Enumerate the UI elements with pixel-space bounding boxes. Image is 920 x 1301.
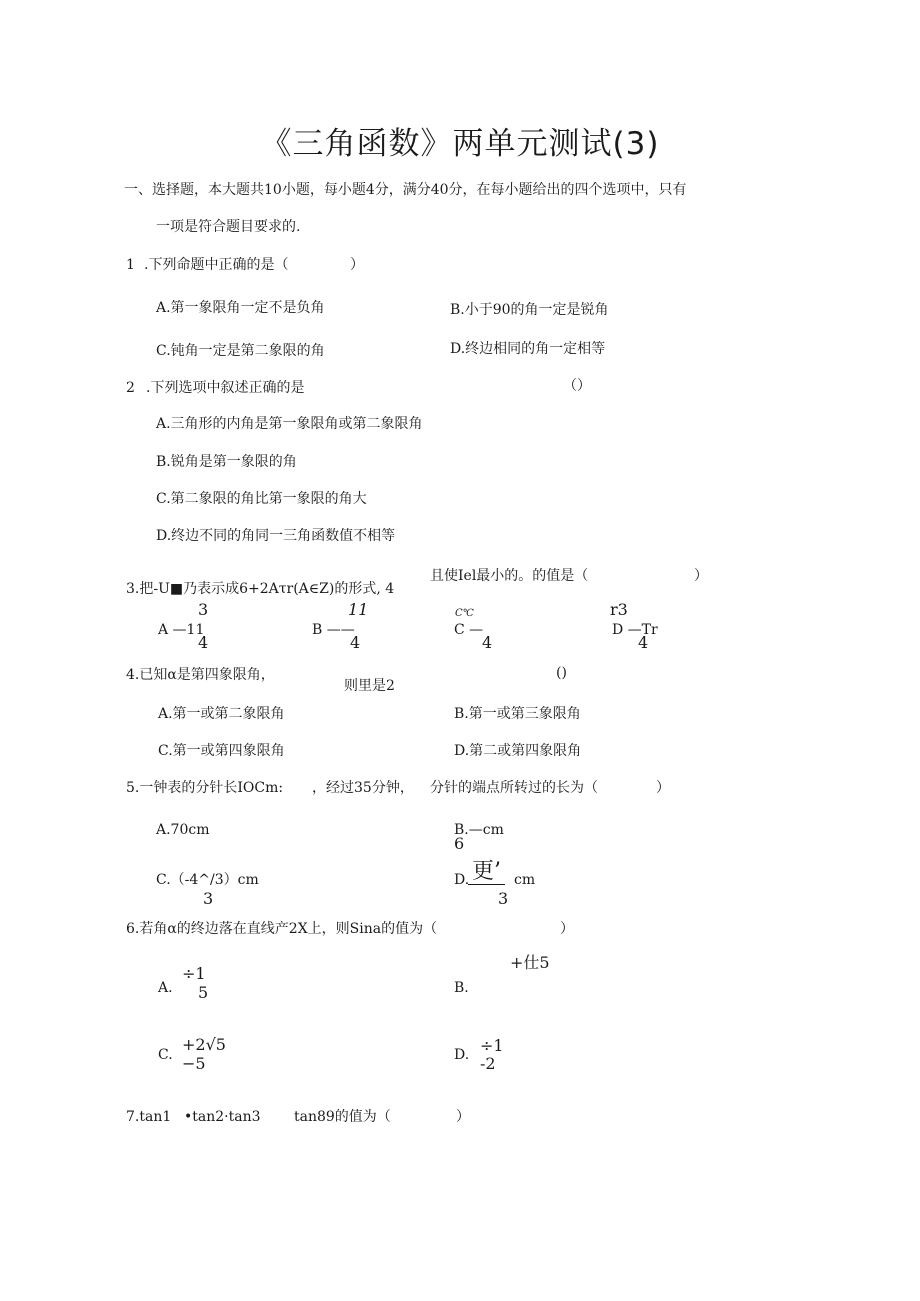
page-title: 《三角函数》两单元测试(3) — [260, 126, 660, 162]
q4-expression: 则里是2 — [344, 678, 395, 694]
q3-stem: 3.把-U■乃表示成6+2Aτr(A∈Z)的形式, 4 — [126, 581, 395, 597]
q5-option-d-label: D. — [454, 872, 470, 888]
q6-option-a-denominator: 5 — [198, 983, 209, 1002]
q2-number: 2 — [126, 380, 135, 396]
q5-option-c: C.（-4^/3）cm — [156, 872, 259, 888]
q5-option-d-denominator: 3 — [498, 889, 509, 908]
q6-option-d-label: D. — [454, 1047, 470, 1063]
q5-option-a: A.70cm — [156, 822, 210, 838]
q4-option-d: D.第二或第四象限角 — [454, 743, 582, 759]
q5-option-c-denominator: 3 — [203, 889, 214, 908]
q5-option-b-denominator: 6 — [454, 834, 465, 853]
q3-option-d: D —Tr — [612, 622, 658, 634]
q6-option-a-label: A. — [158, 980, 173, 996]
q3-option-b-numerator: 11 — [348, 600, 369, 619]
q1-stem: .下列命题中正确的是（ — [144, 257, 289, 273]
q1-option-a: A.第一象限角一定不是负角 — [156, 300, 325, 316]
q1-number: 1 — [126, 257, 135, 273]
q2-paren: （） — [563, 378, 591, 394]
q3-option-c-numerator: C℃ — [455, 608, 474, 619]
q1-option-c: C.钝角一定是第二象限的角 — [156, 343, 325, 359]
q6-option-c-numerator: +2√5 — [182, 1035, 226, 1054]
q5-option-b: B.—cm — [454, 822, 504, 838]
q2-stem: .下列选项中叙述正确的是 — [146, 380, 305, 396]
q4-paren: () — [556, 665, 567, 681]
q6-option-c-denominator: −5 — [182, 1054, 206, 1073]
q7-paren-close: ） — [456, 1109, 470, 1125]
q3-paren-close: ） — [694, 568, 708, 584]
q4-option-a: A.第一或第二象限角 — [158, 706, 285, 722]
q3-option-c: C — — [454, 622, 484, 634]
q6-option-d-denominator: -2 — [480, 1054, 496, 1073]
q3-option-d-denominator: 4 — [638, 633, 649, 652]
q4-option-b: B.第一或第三象限角 — [454, 706, 581, 722]
q4-stem: 4.已知α是第四象限角， — [126, 667, 275, 683]
q2-option-a: A.三角形的内角是第一象限角或第二象限角 — [156, 416, 423, 432]
q6-option-a-numerator: ÷1 — [182, 964, 206, 983]
q3-option-a: A —11 — [158, 622, 205, 634]
q6-option-c-label: C. — [158, 1047, 173, 1063]
q6-option-b-label: B. — [454, 980, 469, 996]
q5-stem-part3: 分针的端点所转过的长为（ — [430, 780, 598, 796]
q2-option-d: D.终边不同的角同一三角函数值不相等 — [156, 528, 396, 544]
q1-paren-close: ） — [350, 257, 364, 273]
q6-option-b-numerator: +仕5 — [510, 953, 550, 972]
q6-paren-close: ） — [560, 921, 574, 937]
q5-stem-part1: 5.一钟表的分针长IOCm: — [126, 780, 284, 796]
q3-option-b: B —— — [312, 622, 355, 634]
q3-option-a-denominator: 4 — [198, 633, 209, 652]
q2-option-c: C.第二象限的角比第一象限的角大 — [156, 491, 367, 507]
q6-stem: 6.若角α的终边落在直线产2X上，则Sina的值为（ — [126, 921, 438, 937]
q3-option-b-denominator: 4 — [350, 633, 361, 652]
q3-option-d-numerator: r3 — [610, 600, 628, 619]
q6-option-d-numerator: ÷1 — [480, 1036, 504, 1055]
q7-part2: •tan2·tan3 — [184, 1109, 261, 1125]
q5-stem-part2: ，经过35分钟， — [312, 780, 414, 796]
q5-paren-close: ） — [656, 780, 670, 796]
q1-option-b: B.小于90的角一定是锐角 — [450, 302, 609, 318]
q3-option-a-numerator: 3 — [198, 600, 209, 619]
q2-option-b: B.锐角是第一象限的角 — [156, 454, 297, 470]
q7-part3: tan89的值为（ — [294, 1109, 391, 1125]
q5-option-d-numerator: 更’ — [468, 860, 505, 885]
q3-option-c-denominator: 4 — [482, 633, 493, 652]
section-intro-line2: 一项是符合题目要求的. — [156, 219, 301, 235]
q4-option-c: C.第一或第四象限角 — [158, 743, 285, 759]
q7-part1: 7.tan1 — [126, 1109, 172, 1125]
section-intro-line1: 一、选择题，本大题共10小题，每小题4分，满分40分，在每小题给出的四个选项中，只有 — [124, 182, 687, 198]
q5-option-d-unit: cm — [514, 872, 536, 888]
q1-option-d: D.终边相同的角一定相等 — [450, 341, 606, 357]
q3-stem-2: 且使Iel最小的。的值是（ — [430, 568, 589, 584]
